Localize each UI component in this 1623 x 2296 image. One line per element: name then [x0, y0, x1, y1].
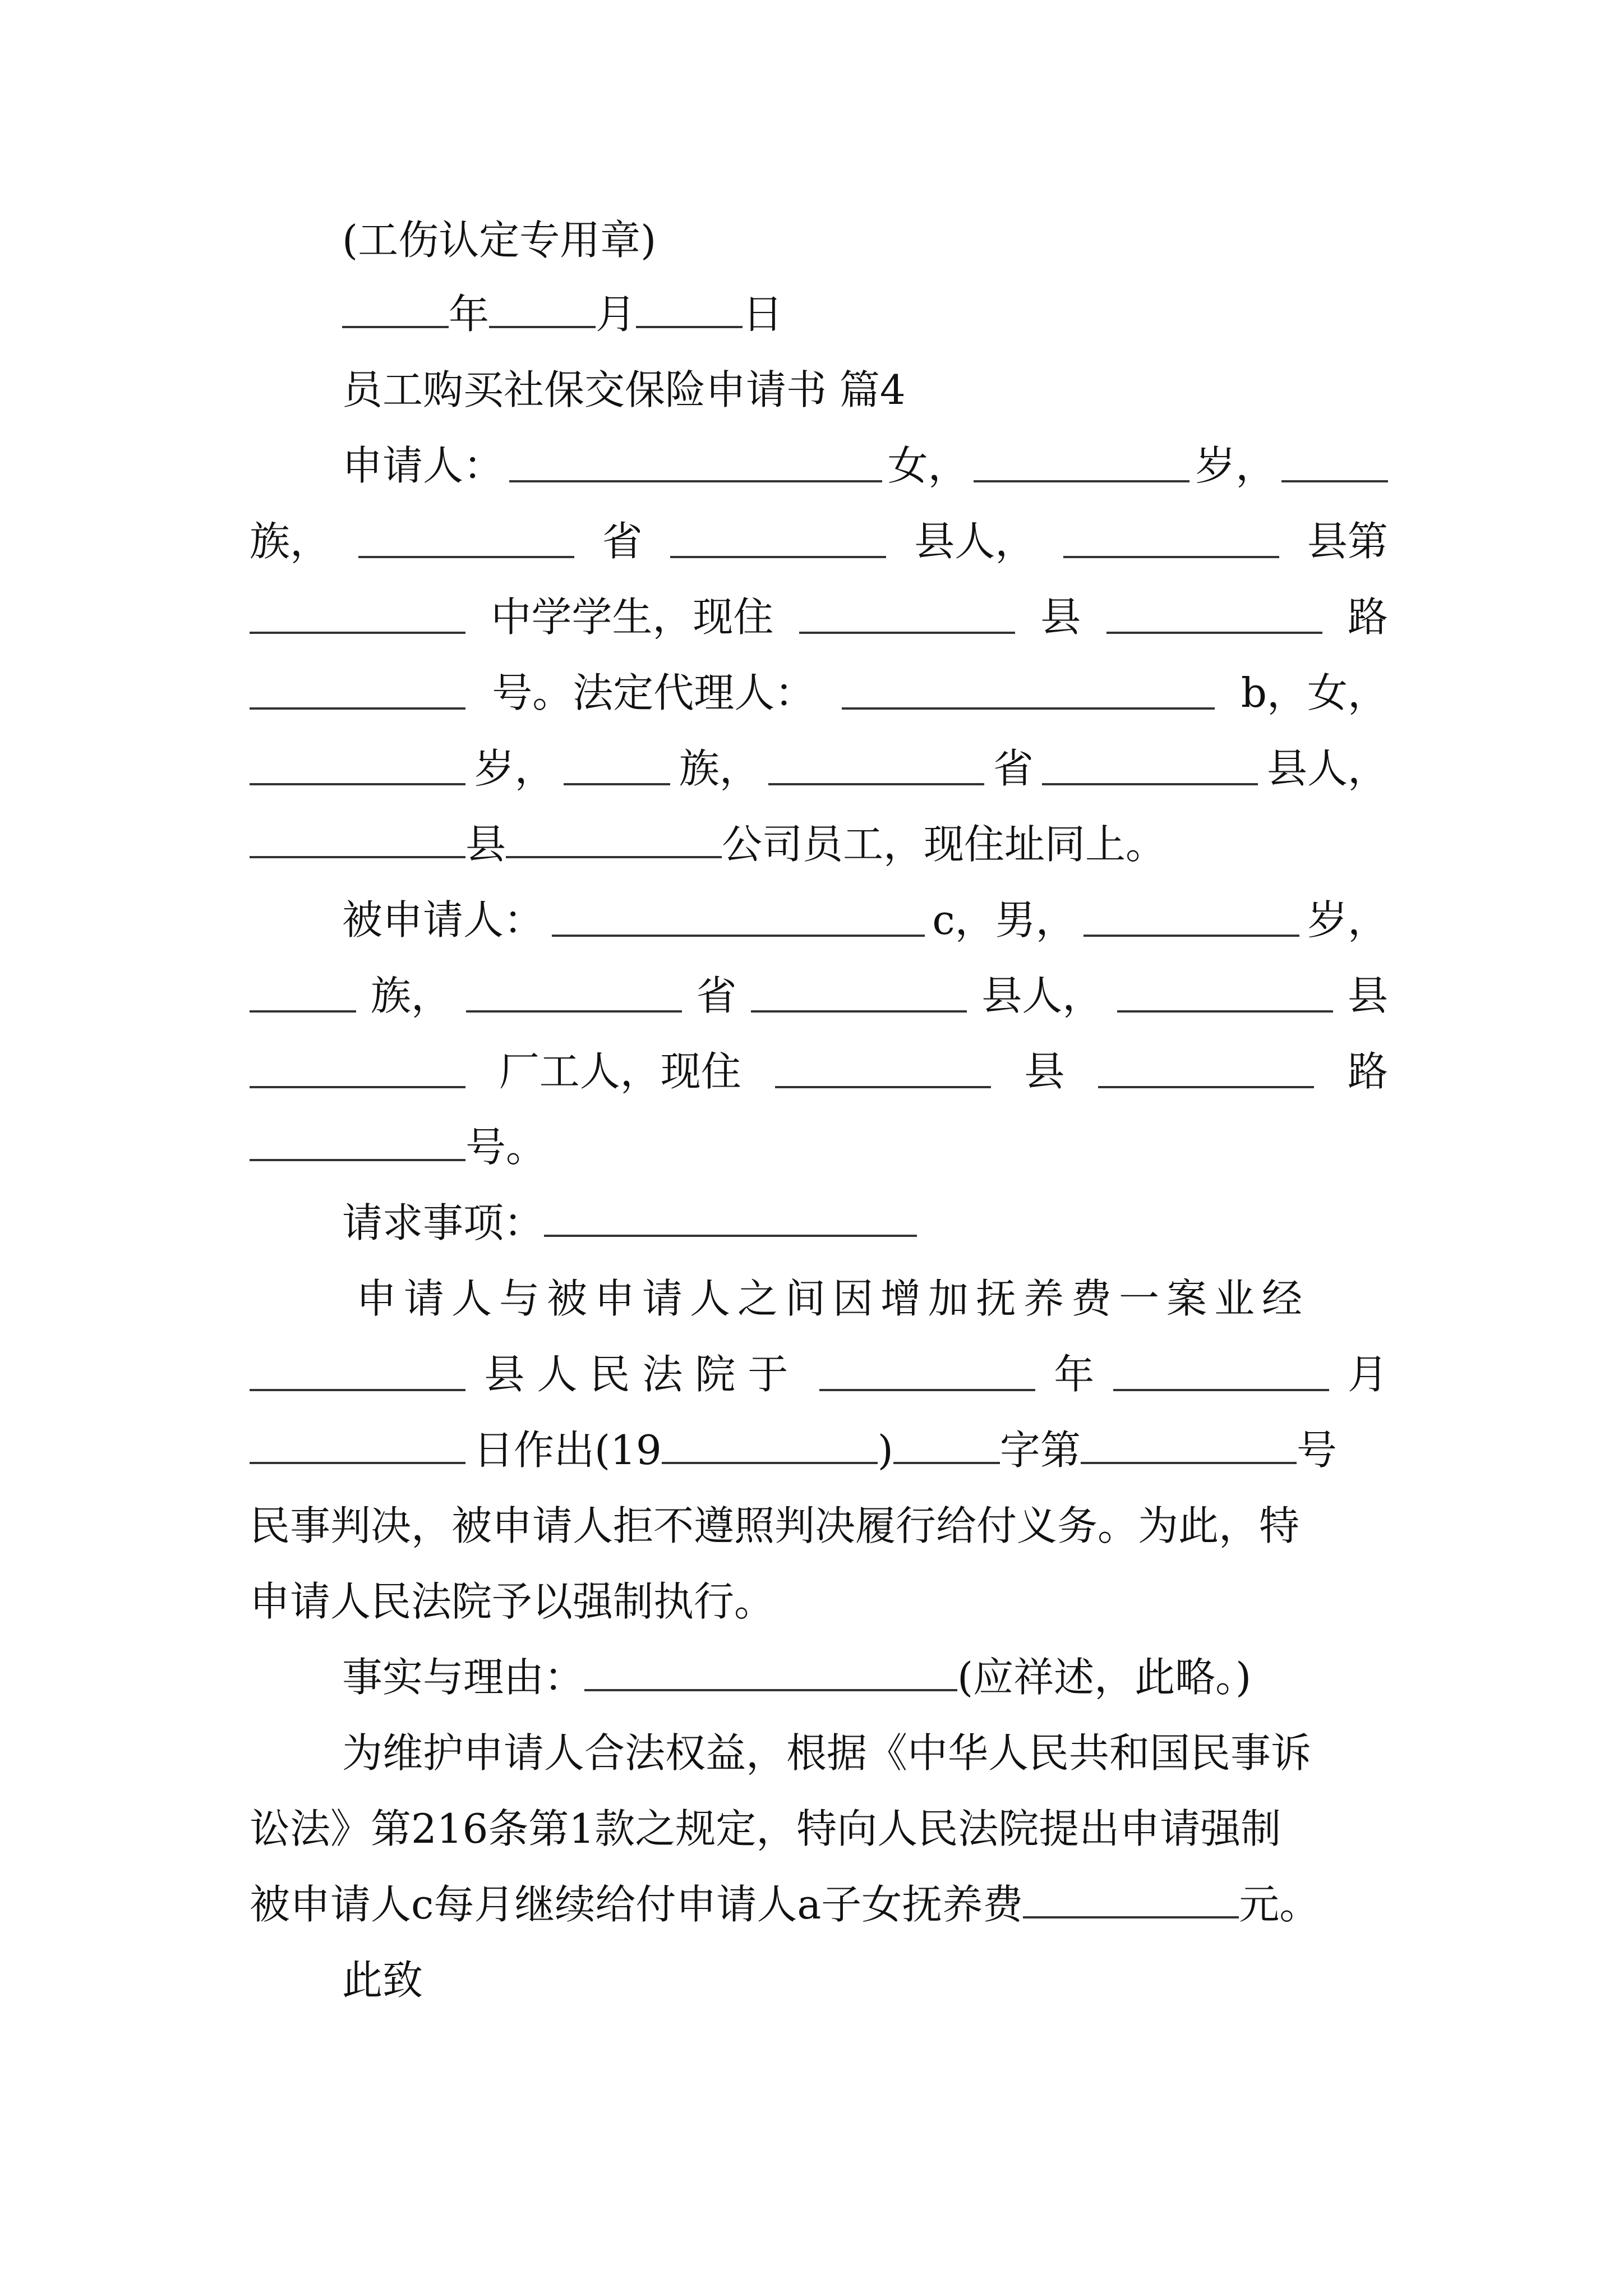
house-number-blank — [250, 670, 465, 710]
body-line-3 — [250, 1422, 1388, 1478]
judgment-made-label: 日作出(19 — [473, 1427, 662, 1474]
applicant-age-blank — [974, 443, 1189, 482]
respondent-residence-county-label: 县 — [1024, 1048, 1065, 1095]
date-line — [342, 286, 1388, 342]
applicant-line-6 — [250, 816, 1388, 872]
facts-label: 事实与理由： — [342, 1654, 585, 1701]
respondent-factory-blank — [250, 1049, 465, 1088]
closing-text: 此致 — [342, 1957, 423, 2004]
basis-text-1: 为维护申请人合法权益，根据《中华人民共和国民事诉 — [342, 1729, 1312, 1777]
respondent-worker-label: 厂工人，现住 — [499, 1048, 741, 1095]
judgment-paren-close: ) — [877, 1427, 893, 1474]
respondent-province-label: 省 — [696, 972, 737, 1019]
judgment-year-label: 年 — [1054, 1351, 1095, 1398]
respondent-residence-county-blank — [775, 1049, 991, 1088]
respondent-number-label: 号。 — [465, 1124, 547, 1171]
agent-county-label: 县人， — [1266, 745, 1388, 792]
province-blank — [358, 519, 574, 558]
applicant-gender: 女， — [887, 442, 969, 489]
judgment-day-blank — [250, 1425, 465, 1464]
seal-note — [342, 212, 1388, 268]
applicant-line-5 — [250, 740, 1388, 797]
judgment-char-blank — [893, 1425, 1000, 1464]
respondent-house-number-blank — [250, 1122, 465, 1161]
judgment-month-blank — [1113, 1352, 1329, 1391]
request-label: 请求事项： — [342, 1199, 545, 1246]
road-blank — [1106, 595, 1322, 634]
basis-line-1 — [342, 1725, 1388, 1781]
year-label: 年 — [449, 291, 490, 338]
student-residence-label: 中学学生，现住 — [491, 593, 774, 641]
agent-county-blank — [1042, 746, 1258, 785]
agent-ethnicity-blank — [564, 746, 670, 785]
agent-ethnicity-label: 族， — [679, 745, 760, 792]
agent-age-label: 岁， — [474, 745, 555, 792]
respondent-age-blank — [1083, 898, 1299, 937]
court-county-blank — [250, 1352, 465, 1391]
agent-age-blank — [250, 746, 465, 785]
judgment-number-blank — [1081, 1425, 1297, 1464]
body-text-1: 申请人与被申请人之间因增加抚养费一案业经 — [356, 1275, 1310, 1322]
facts-note: (应祥述，此略。) — [957, 1654, 1252, 1701]
applicant-line-2 — [250, 513, 1388, 569]
applicant-line-1 — [342, 438, 1388, 494]
school-blank — [250, 595, 465, 634]
respondent-gender: c，男， — [932, 896, 1076, 944]
province-label: 省 — [602, 518, 643, 565]
agent-company-county-label: 县 — [465, 821, 506, 868]
residence-county-blank — [799, 595, 1015, 634]
respondent-line-3 — [250, 1043, 1388, 1099]
respondent-ethnicity-label: 族， — [370, 972, 451, 1019]
agent-company-county-blank — [250, 819, 465, 858]
agent-company-blank — [506, 819, 722, 858]
court-label: 县人民法院于 — [484, 1351, 801, 1398]
basis-text-2: 讼法》第216条第1款之规定，特向人民法院提出申请强制 — [250, 1805, 1281, 1852]
judgment-number-label: 号 — [1296, 1427, 1337, 1474]
support-amount-blank — [1023, 1879, 1239, 1918]
respondent-factory-county-label: 县 — [1347, 972, 1388, 1019]
legal-agent-label: 号。法定代理人： — [492, 669, 815, 716]
body-line-5 — [250, 1573, 1388, 1630]
respondent-line-4 — [250, 1119, 1388, 1175]
residence-county-label: 县 — [1040, 593, 1081, 641]
basis-text-3: 被申请人c每月继续给付申请人a子女抚养费 — [250, 1881, 1023, 1928]
facts-line — [342, 1649, 1388, 1705]
basis-line-3 — [250, 1876, 1388, 1932]
judgment-year-blank — [819, 1352, 1035, 1391]
closing-line — [342, 1952, 1388, 2008]
county-label: 县人， — [914, 518, 1036, 565]
respondent-age-label: 岁， — [1307, 896, 1388, 944]
year-blank — [342, 289, 449, 328]
body-line-4 — [250, 1498, 1388, 1554]
body-line-2 — [250, 1346, 1388, 1402]
applicant-line-4 — [250, 665, 1388, 721]
day-blank — [636, 289, 743, 328]
agent-province-blank — [768, 746, 984, 785]
judgment-char-label: 字第 — [999, 1427, 1081, 1474]
agent-company-label: 公司员工，现住址同上。 — [722, 821, 1166, 868]
body-line-1 — [356, 1271, 1388, 1327]
body-text-4: 民事判决，被申请人拒不遵照判决履行给付义务。为此，特 — [250, 1502, 1300, 1549]
seal-text: (工伤认定专用章) — [342, 217, 657, 264]
school-county-blank — [1063, 519, 1279, 558]
judgment-month-label: 月 — [1347, 1351, 1388, 1398]
legal-agent-blank — [842, 670, 1215, 710]
respondent-line-2 — [250, 968, 1388, 1024]
request-blank — [544, 1198, 917, 1237]
month-blank — [489, 289, 596, 328]
applicant-label: 申请人： — [342, 442, 504, 489]
respondent-label: 被申请人： — [342, 896, 545, 944]
respondent-road-blank — [1098, 1049, 1314, 1088]
respondent-county-label: 县人， — [981, 972, 1103, 1019]
county-blank — [670, 519, 886, 558]
respondent-province-blank — [466, 973, 682, 1013]
title-text: 员工购买社保交保险申请书 篇4 — [342, 366, 906, 413]
legal-agent-gender: b，女， — [1241, 669, 1388, 716]
respondent-ethnicity-blank — [250, 973, 356, 1013]
document-title — [342, 362, 1388, 418]
applicant-ethnicity-blank — [1281, 443, 1388, 482]
respondent-county-blank — [751, 973, 967, 1013]
month-label: 月 — [596, 291, 637, 338]
facts-blank — [584, 1652, 957, 1691]
support-amount-unit: 元。 — [1239, 1881, 1320, 1928]
day-label: 日 — [743, 291, 783, 338]
basis-line-2 — [250, 1801, 1388, 1857]
respondent-road-label: 路 — [1347, 1048, 1388, 1095]
body-text-5: 申请人民法院予以强制执行。 — [250, 1578, 775, 1625]
respondent-factory-county-blank — [1117, 973, 1333, 1013]
applicant-age-label: 岁， — [1195, 442, 1276, 489]
road-label: 路 — [1347, 593, 1388, 641]
school-county-label: 县第 — [1307, 518, 1388, 565]
judgment-year-code-blank — [662, 1425, 878, 1464]
applicant-line-3 — [250, 589, 1388, 645]
ethnicity-label: 族， — [250, 518, 331, 565]
respondent-line-1 — [342, 892, 1388, 948]
agent-province-label: 省 — [993, 745, 1034, 792]
applicant-name-blank — [509, 443, 882, 482]
respondent-name-blank — [552, 898, 925, 937]
request-line — [342, 1195, 1388, 1251]
